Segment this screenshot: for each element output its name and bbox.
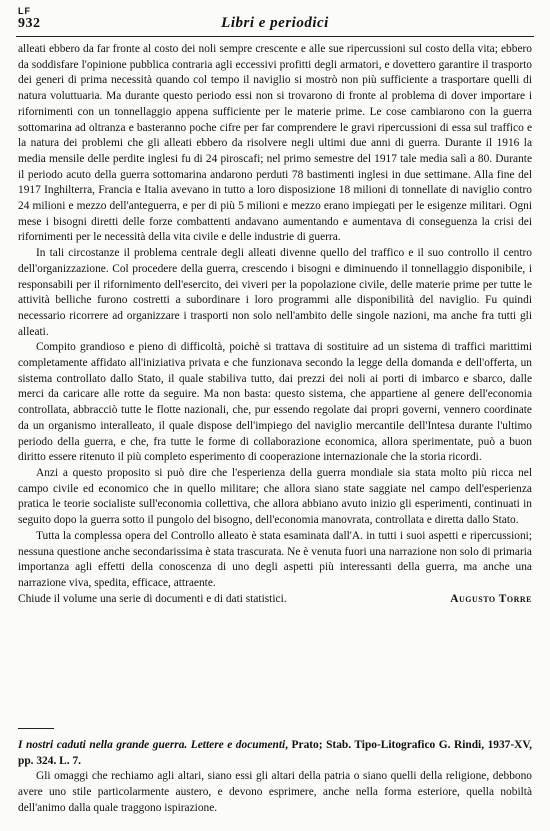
section-divider xyxy=(18,728,54,729)
paragraph: Anzi a questo proposito si può dire che l'esperienza della guerra mondiale sia stata molto più ricca nel campo civile ed economico che in quello militare; che allora siano state saggiate nel campo dell'esperienza pratica le teorie socialiste sull'economia collettiva, che allora abbiano avuto inizio gli esperimenti, continuati in seguito dopo la guerra sotto il pungolo del bisogno, dell'economia manovrata, controllata e diretta dallo Stato. xyxy=(18,466,532,527)
running-head: Libri e periodici xyxy=(221,15,329,31)
review-citation xyxy=(18,738,532,769)
paragraph: alleati ebbero da far fronte al costo dei noli sempre crescente e alle sue ripercussioni sul costo della vita; ebbero da soddisfare l'opinione pubblica contraria agli eccessivi profitti degli armatori, e dovettero garantire il trasporto dei generi di prima necessità quando col tempo il naviglio si mostrò non più sufficiente a trasportare quelli di natura voluttuaria. Ma durante questo periodo essi non si trovarono di fronte al problema di dover importare i rifornimenti con un tonnellaggio appena sufficiente per le materie prime. Le cose cambiarono con la guerra sottomarina ad oltranza e basteranno poche cifre per far comprendere le gravi ripercussioni di essa sul traffico e la natura dei problemi che gli alleati ebbero da risolvere negli ultimi due anni di guerra. Durante il 1916 la media mensile delle perdite inglesi fu di 24 piroscafi; nel primo semestre del 1917 tale media salì a 80. Durante il periodo acuto della guerra sottomarina andarono perduti 78 bastimenti inglesi in due settimane. Alla fine del 1917 Inghilterra, Francia e Italia avevano in tutto a loro disposizione 18 milioni di tonnellate di naviglio contro 24 milioni e mezzo dell'anteguerra, e per di più 5 milioni e mezzo erano impiegati per le esigenze militari. Ogni mese i bisogni diretti delle forze combattenti andavano aumentando e aumentava di conseguenza la crisi dei rifornimenti per le necessità della vita civile e delle industrie di guerra. xyxy=(18,43,532,244)
review-text: Gli omaggi che rechiamo agli altari, siano essi gli altari della patria o siano quelli della religione, debbono avere uno stile particolarmente austero, e devono esprimere, anche nella forma esteriore, quella nobiltà dell'animo dalla quale traggono ispirazione. xyxy=(18,770,532,814)
header-rule xyxy=(16,36,534,37)
paragraph: In tali circostanze il problema centrale degli alleati divenne quello del traffico e il suo controllo il centro dell'organizzazione. Col procedere della guerra, crescendo i bisogni e diminuendo il tonnellaggio disponibile, i responsabili per il rifornimento dell'esercito, dei viveri per la popolazione civile, delle materie prime per tutte le attività belliche furono costretti a subordinare i loro programmi alle disponibilità del naviglio. Fu quindi necessario ricorrere ad organizzare i trasporti non solo nell'ambito delle singole nazioni, ma anche fra tutti gli alleati. xyxy=(18,247,532,338)
library-stamp: LF xyxy=(18,6,31,16)
paragraph: Tutta la complessa opera del Controllo alleato è stata esaminata dall'A. in tutti i suoi aspetti e ripercussioni; nessuna questione anche secondarissima è stata trascurata. Ne è venuta fuori una narrazione non solo di primaria importanza agli effetti della conoscenza di uno degli aspetti più interessanti della guerra, ma anche una narrazione viva, spedita, efficace, attraente. xyxy=(18,529,532,589)
page-header xyxy=(16,6,534,36)
paragraph: Compito grandioso e pieno di difficoltà, poichè si trattava di sostituire ad un sistema di traffici marittimi completamente affidato all'iniziativa privata e che funzionava secondo la legge della domanda e dell'offerta, un sistema controllato dallo Stato, il quale stabiliva tutto, dai prezzi dei noli ai porti di imbarco e sbarco, dalle merci da caricare alle rotte da seguire. Ma non basta: questo sistema, che appartiene al genere dell'economia controllata, abbracciò tutte le flotte nazionali, che, pur essendo regolate dai propri governi, vennero coordinate da un organismo interalleato, il quale dispose dell'impiego del naviglio mercantile dell'Intesa durante l'ultimo periodo della guerra, e che, fra tutte le forme di collaborazione economica, allora sperimentate, può a buon diritto essere ritenuto il più completo esperimento di cooperazione internazionale che la storia ricordi. xyxy=(18,341,532,464)
page-number: 932 xyxy=(18,16,41,31)
closing-text: Chiude il volume una serie di documenti e di dati statistici. xyxy=(18,592,287,605)
author-signature: Augusto Torre xyxy=(450,592,532,605)
closing-line xyxy=(18,592,532,608)
article-body xyxy=(18,42,532,607)
review-publication: , Prato; Stab. Tipo-Litografico G. Rindi, 1937-XV, pp. 324. L. 7. xyxy=(18,739,532,767)
review-title: I nostri caduti nella grande guerra. Lettere e documenti xyxy=(18,739,286,751)
book-review xyxy=(18,738,532,817)
